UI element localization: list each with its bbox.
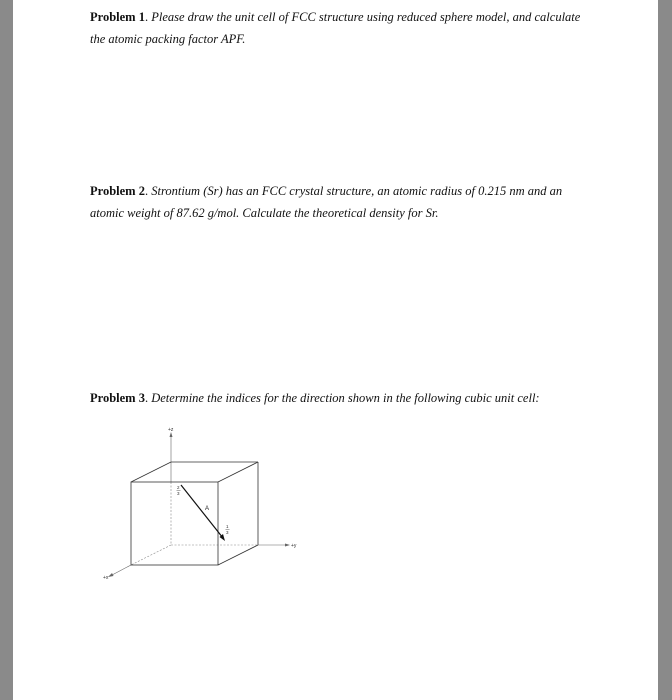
left-fraction-denominator: 3 <box>177 491 180 496</box>
x-axis-label: +x <box>103 575 109 581</box>
x-axis-arrow-icon <box>108 573 114 577</box>
problem-3-text: Determine the indices for the direction shown in the following cubic unit cell: <box>151 391 540 405</box>
cube-edges <box>131 462 258 565</box>
problem-1-label: Problem 1 <box>90 10 145 24</box>
y-axis-label: +y <box>291 543 297 549</box>
cube-front-face <box>131 482 218 565</box>
problem-2-label: Problem 2 <box>90 184 145 198</box>
right-fraction-denominator: 3 <box>226 530 229 535</box>
hidden-edges <box>131 482 258 565</box>
x-axis <box>112 565 131 575</box>
problem-2: Problem 2. Strontium (Sr) has an FCC crystal structure, an atomic radius of 0.215 nm and an atomic weight of 87.62 g/mol. Calculate the theoretical density for Sr. <box>90 184 563 220</box>
left-fraction-numerator: 2 <box>177 485 180 490</box>
cube-edge-top-left <box>131 462 171 482</box>
problem-3-label: Problem 3 <box>90 391 145 405</box>
z-axis-label: +z <box>168 427 174 433</box>
right-fraction-numerator: 1 <box>226 524 229 529</box>
cube-edge-top-right <box>218 462 258 482</box>
problem-1-text: Please draw the unit cell of FCC structure using reduced sphere model, and calculate the atomic packing factor APF. <box>90 10 581 46</box>
direction-vector-a <box>181 485 223 538</box>
cube-edge-bottom-right <box>218 545 258 565</box>
cubic-unit-cell-diagram <box>98 422 313 587</box>
document-page <box>13 0 658 700</box>
problem-2-text: Strontium (Sr) has an FCC crystal structure, an atomic radius of 0.215 nm and an atomic weight of 87.62 g/mol. Calculate the theoretical density for Sr. <box>90 184 563 220</box>
problem-3: Problem 3. Determine the indices for the direction shown in the following cubic unit cell: <box>90 391 540 405</box>
cubic-unit-cell-figure <box>98 422 313 587</box>
hidden-edge-depth <box>131 545 171 565</box>
y-axis-arrow-icon <box>285 544 290 547</box>
axes <box>112 436 286 575</box>
problem-1: Problem 1. Please draw the unit cell of FCC structure using reduced sphere model, and calculate the atomic packing factor APF. <box>90 10 581 46</box>
direction-label-a: A <box>205 506 210 512</box>
